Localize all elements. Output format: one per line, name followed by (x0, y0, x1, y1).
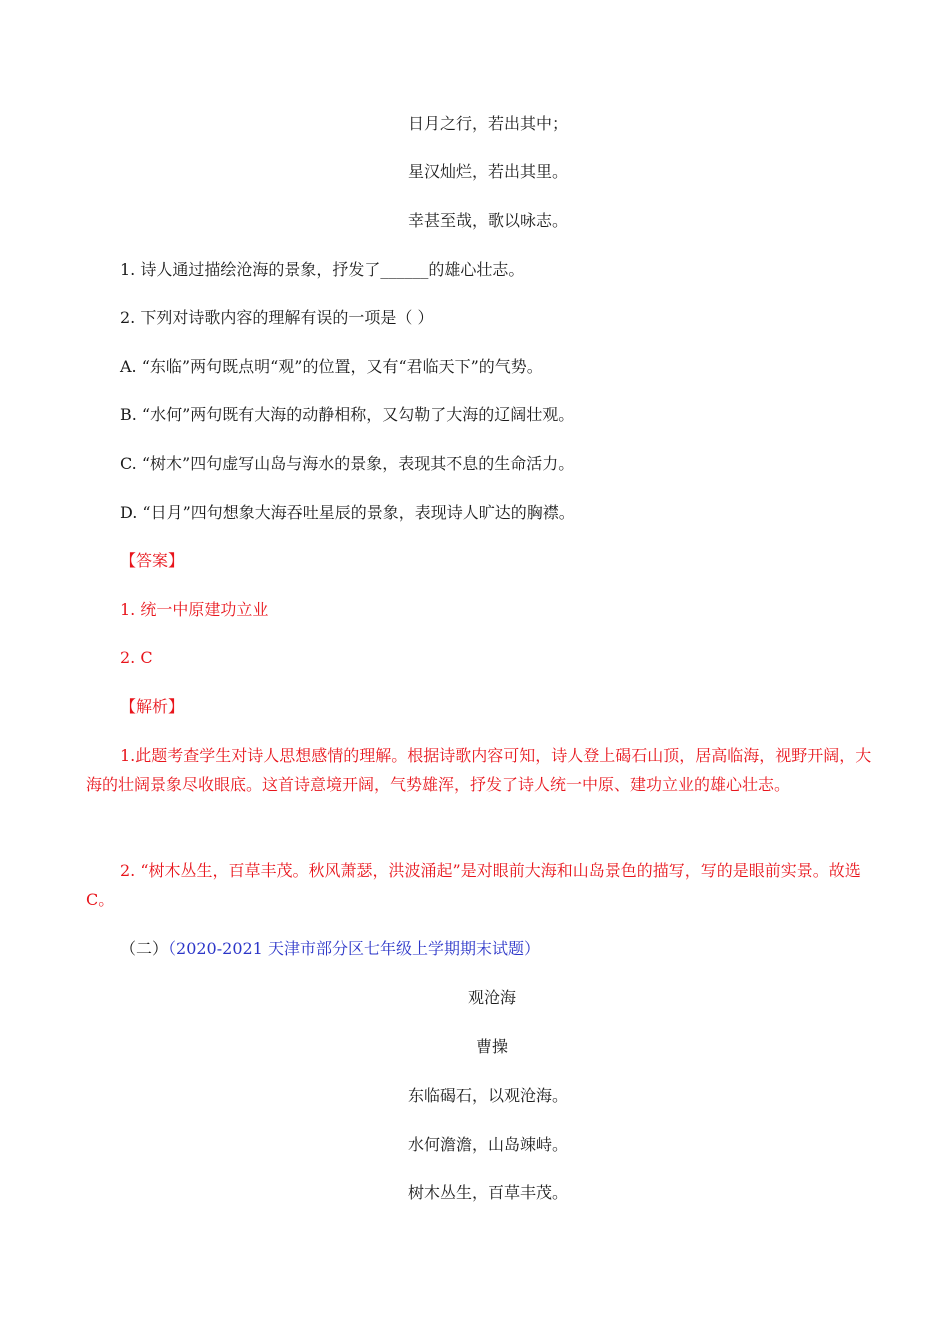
answer-heading: 【答案】 (120, 551, 185, 570)
section-number: （二） (120, 939, 169, 958)
section-source: （2020-2021 天津市部分区七年级上学期期末试题） (168, 939, 540, 958)
poem-title: 观沧海 (467, 988, 516, 1007)
option-b: B. “水何”两句既有大海的动静相称，又勾勒了大海的辽阔壮观。 (120, 405, 575, 424)
poem-line: 幸甚至哉，歌以咏志。 (408, 211, 569, 230)
option-a: A. “东临”两句既点明“观”的位置，又有“君临天下”的气势。 (120, 357, 543, 376)
answer-item: 2. C (120, 648, 153, 667)
section-heading (120, 937, 540, 961)
option-c: C. “树木”四句虚写山岛与海水的景象，表现其不息的生命活力。 (120, 454, 575, 473)
question-2: 2. 下列对诗歌内容的理解有误的一项是（ ） (120, 308, 434, 327)
poem-author: 曹操 (475, 1037, 508, 1056)
analysis-paragraph-2: 2. “树木丛生，百草丰茂。秋风萧瑟，洪波涌起”是对眼前大海和山岛景色的描写，写的是眼前实景。故选C。 (86, 861, 861, 909)
analysis-heading: 【解析】 (120, 697, 185, 716)
option-d: D. “日月”四句想象大海吞吐星辰的景象，表现诗人旷达的胸襟。 (120, 503, 575, 522)
poem-line: 东临碣石，以观沧海。 (408, 1086, 569, 1105)
question-1: 1. 诗人通过描绘沧海的景象，抒发了______的雄心壮志。 (120, 260, 525, 279)
answer-item: 1. 统一中原建功立业 (120, 600, 269, 619)
poem-line: 星汉灿烂，若出其里。 (408, 162, 569, 181)
analysis-paragraph-1: 1.此题考查学生对诗人思想感情的理解。根据诗歌内容可知，诗人登上碣石山顶，居高临海，视野开阔，大海的壮阔景象尽收眼底。这首诗意境开阔，气势雄浑，抒发了诗人统一中原、建功立业的雄心壮志。 (86, 746, 872, 794)
poem-line: 水何澹澹，山岛竦峙。 (408, 1135, 569, 1154)
poem-line: 树木丛生，百草丰茂。 (408, 1183, 569, 1202)
poem-line: 日月之行，若出其中； (408, 114, 569, 133)
